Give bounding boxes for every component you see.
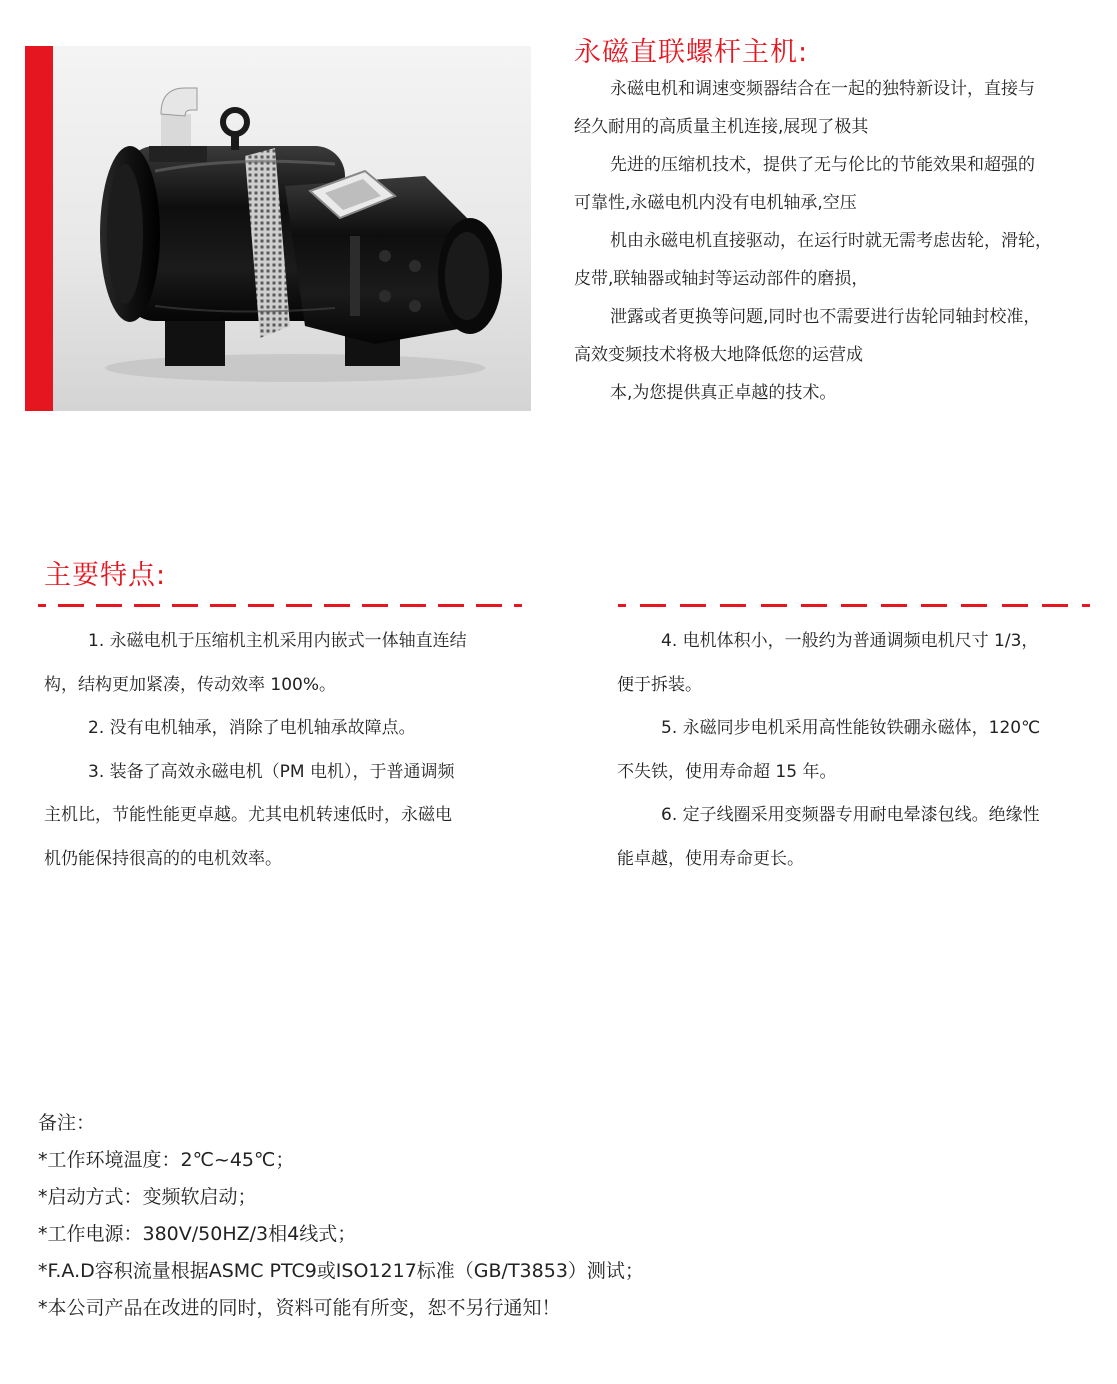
intro-paragraph: [574, 70, 1090, 412]
intro-line: 泄露或者更换等问题,同时也不需要进行齿轮同轴封校准，: [610, 307, 1041, 327]
feature-line: 构，结构更加紧凑，传动效率 100%。: [44, 674, 337, 695]
notes-section: [38, 1105, 1078, 1327]
features-title: 主要特点:: [44, 560, 167, 591]
intro-line: 机由永磁电机直接驱动，在运行时就无需考虑齿轮，滑轮，: [610, 231, 1052, 251]
intro-line: 可靠性,永磁电机内没有电机轴承,空压: [574, 193, 857, 213]
features-left-column: [44, 620, 514, 882]
intro-line: 先进的压缩机技术，提供了无与伦比的节能效果和超强的: [610, 155, 1035, 175]
feature-line: 主机比，节能性能更卓越。尤其电机转速低时，永磁电: [44, 805, 452, 826]
notes-title: 备注：: [38, 1112, 96, 1134]
feature-line: 3. 装备了高效永磁电机（PM 电机），于普通调频: [88, 761, 455, 782]
feature-line: 2. 没有电机轴承，消除了电机轴承故障点。: [88, 718, 416, 739]
note-item: *本公司产品在改进的同时，资料可能有所变，恕不另行通知！: [38, 1297, 561, 1319]
intro-line: 高效变频技术将极大地降低您的运营成: [574, 345, 863, 365]
feature-line: 不失铁，使用寿命超 15 年。: [617, 761, 837, 782]
feature-line: 6. 定子线圈采用变频器专用耐电晕漆包线。绝缘性: [661, 805, 1040, 826]
feature-line: 5. 永磁同步电机采用高性能钕铁硼永磁体，120℃: [661, 718, 1041, 739]
note-item: *启动方式：变频软启动；: [38, 1186, 257, 1208]
note-item: *工作环境温度：2℃~45℃；: [38, 1149, 295, 1171]
product-photo-panel: [25, 46, 531, 411]
intro-line: 经久耐用的高质量主机连接,展现了极其: [574, 117, 869, 137]
intro-line: 本,为您提供真正卓越的技术。: [610, 383, 837, 403]
feature-line: 1. 永磁电机于压缩机主机采用内嵌式一体轴直连结: [88, 631, 467, 651]
features-right-column: [617, 620, 1097, 882]
intro-line: 皮带,联轴器或轴封等运动部件的磨损，: [574, 269, 869, 289]
intro-title: 永磁直联螺杆主机:: [574, 37, 809, 68]
feature-line: 便于拆装。: [617, 674, 702, 695]
dashed-divider-right: [618, 604, 1090, 608]
accent-red-bar: [25, 46, 53, 411]
screw-compressor-motor-image: [85, 76, 515, 396]
dashed-divider-left: [38, 604, 522, 608]
feature-line: 能卓越，使用寿命更长。: [617, 848, 804, 869]
feature-line: 4. 电机体积小，一般约为普通调频电机尺寸 1/3，: [661, 631, 1039, 651]
note-item: *工作电源：380V/50HZ/3相4线式；: [38, 1223, 357, 1245]
note-item: *F.A.D容积流量根据ASMC PTC9或ISO1217标准（GB/T3853）测试；: [38, 1260, 644, 1282]
feature-line: 机仍能保持很高的的电机效率。: [44, 848, 282, 869]
intro-line: 永磁电机和调速变频器结合在一起的独特新设计，直接与: [610, 79, 1035, 99]
